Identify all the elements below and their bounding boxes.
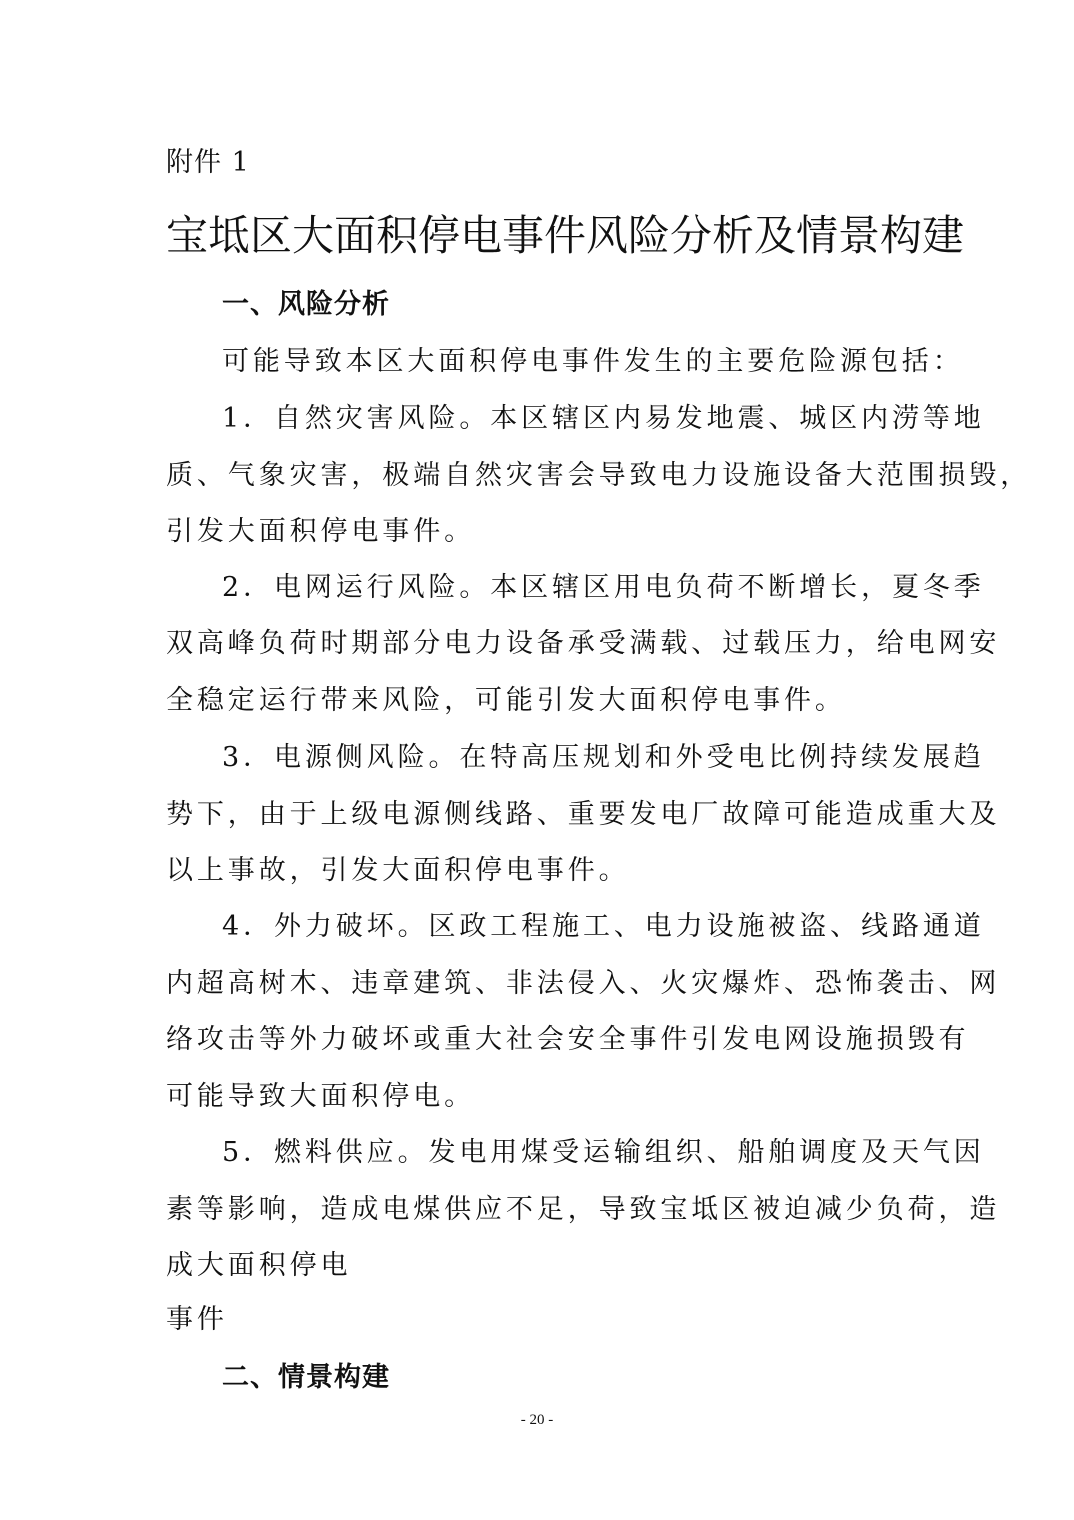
paragraph-line: 以上事故，引发大面积停电事件。 [166, 855, 630, 886]
paragraph-line: 双高峰负荷时期部分电力设备承受满载、过载压力，给电网安 [166, 628, 1001, 659]
paragraph-line: 可能导致大面积停电。 [166, 1081, 475, 1112]
paragraph-line: 成大面积停电 [166, 1250, 352, 1281]
paragraph-line: 2．电网运行风险。本区辖区用电负荷不断增长，夏冬季 [222, 572, 985, 603]
intro-paragraph: 可能导致本区大面积停电事件发生的主要危险源包括： [222, 346, 964, 377]
document-title: 宝坻区大面积停电事件风险分析及情景构建 [166, 211, 965, 260]
paragraph-line: 事件 [166, 1304, 228, 1335]
paragraph-line: 素等影响，造成电煤供应不足，导致宝坻区被迫减少负荷，造 [166, 1194, 1001, 1225]
paragraph-line: 全稳定运行带来风险，可能引发大面积停电事件。 [166, 685, 846, 716]
page-number: - 20 - [520, 1412, 554, 1428]
paragraph-line: 4．外力破坏。区政工程施工、电力设施被盗、线路通道 [222, 911, 985, 942]
paragraph-line: 1．自然灾害风险。本区辖区内易发地震、城区内涝等地 [222, 403, 985, 434]
section-heading-risk-analysis: 一、风险分析 [222, 289, 390, 320]
paragraph-line: 引发大面积停电事件。 [166, 516, 475, 547]
paragraph-line: 络攻击等外力破坏或重大社会安全事件引发电网设施损毁有 [166, 1024, 970, 1055]
paragraph-line: 3．电源侧风险。在特高压规划和外受电比例持续发展趋 [222, 742, 985, 773]
paragraph-line: 质、气象灾害，极端自然灾害会导致电力设施设备大范围损毁， [166, 460, 1032, 491]
paragraph-line: 势下，由于上级电源侧线路、重要发电厂故障可能造成重大及 [166, 799, 1001, 830]
paragraph-line: 5．燃料供应。发电用煤受运输组织、船舶调度及天气因 [222, 1137, 985, 1168]
section-heading-scenario-construction: 二、情景构建 [222, 1362, 390, 1393]
paragraph-line: 内超高树木、违章建筑、非法侵入、火灾爆炸、恐怖袭击、网 [166, 968, 1001, 999]
attachment-label: 附件 1 [166, 147, 250, 178]
